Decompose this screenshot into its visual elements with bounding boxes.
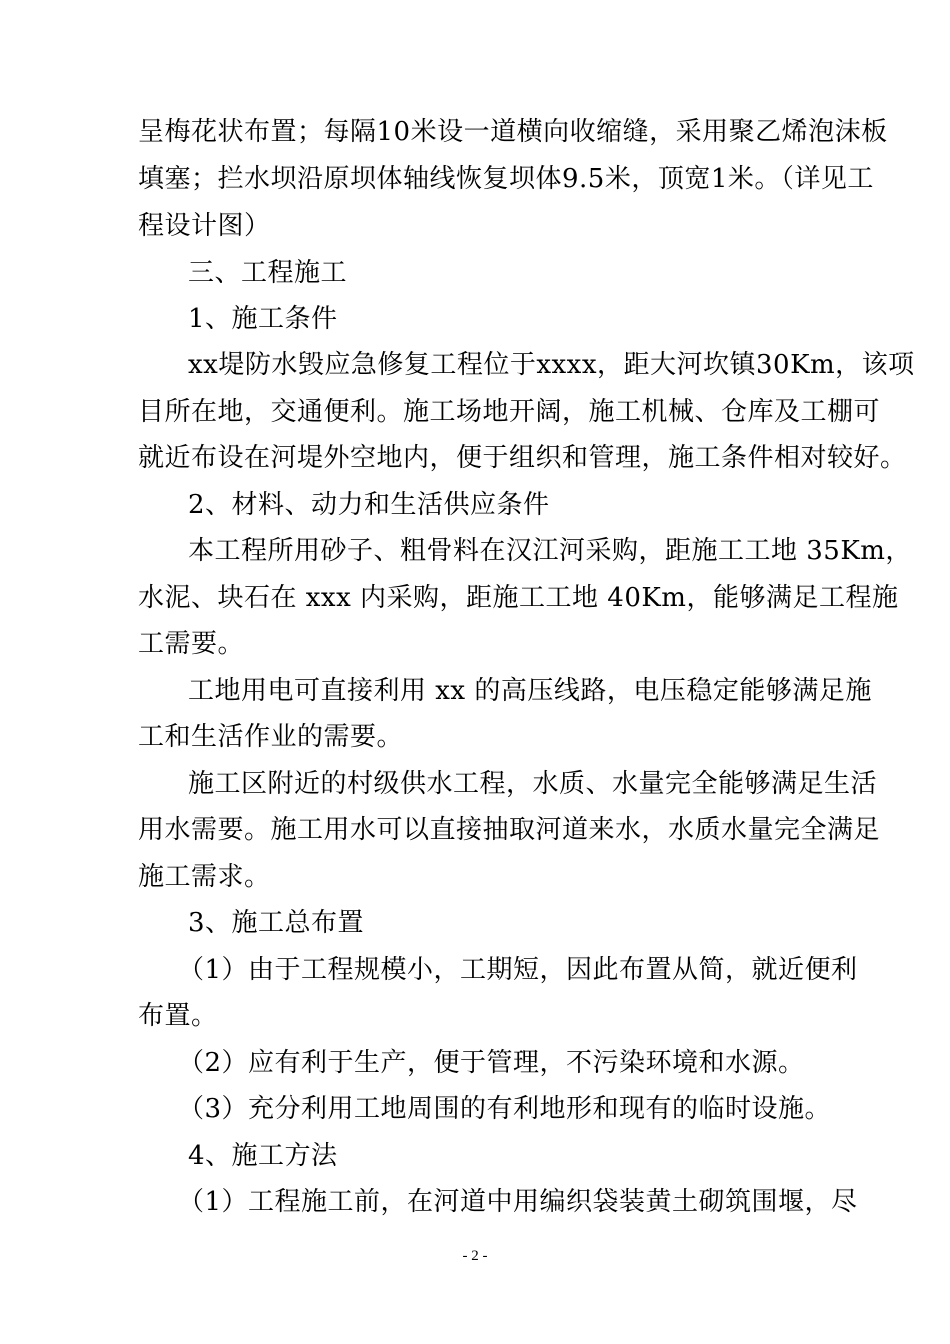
text-line: 施工区附近的村级供水工程，水质、水量完全能够满足生活 <box>188 769 878 799</box>
subsection-heading: 3、施工总布置 <box>188 908 365 938</box>
text-line: 工地用电可直接利用 xx 的高压线路，电压稳定能够满足施 <box>188 676 872 706</box>
text-line: xx堤防水毁应急修复工程位于xxxx，距大河坎镇30Km，该项 <box>188 350 915 380</box>
text-line: 填塞；拦水坝沿原坝体轴线恢复坝体9.5米，顶宽1米。（详见工 <box>138 164 874 194</box>
text-line: 目所在地，交通便利。施工场地开阔，施工机械、仓库及工棚可 <box>138 397 881 427</box>
subsection-heading: 1、施工条件 <box>188 304 338 334</box>
text-line: 工和生活作业的需要。 <box>138 722 404 752</box>
subsection-heading: 2、材料、动力和生活供应条件 <box>188 490 550 520</box>
text-line: （2）应有利于生产，便于管理，不污染环境和水源。 <box>178 1048 805 1078</box>
text-line: 施工需求。 <box>138 862 271 892</box>
page-number: - 2 - <box>462 1248 488 1264</box>
text-line: 本工程所用砂子、粗骨料在汉江河采购，距施工工地 35Km， <box>188 536 912 566</box>
text-line: 水泥、块石在 xxx 内采购，距施工工地 40Km，能够满足工程施 <box>138 583 899 613</box>
subsection-heading: 4、施工方法 <box>188 1141 338 1171</box>
text-line: 程设计图） <box>138 211 271 241</box>
section-heading: 三、工程施工 <box>188 258 348 288</box>
text-line: （1）由于工程规模小，工期短，因此布置从简，就近便利 <box>178 955 858 985</box>
text-line: 就近布设在河堤外空地内，便于组织和管理，施工条件相对较好。 <box>138 443 907 473</box>
text-line: （3）充分利用工地周围的有利地形和现有的临时设施。 <box>178 1094 832 1124</box>
text-line: 呈梅花状布置；每隔10米设一道横向收缩缝，采用聚乙烯泡沫板 <box>138 117 888 147</box>
text-line: （1）工程施工前，在河道中用编织袋装黄土砌筑围堰，尽 <box>178 1187 858 1217</box>
text-line: 用水需要。施工用水可以直接抽取河道来水，水质水量完全满足 <box>138 815 881 845</box>
text-line: 布置。 <box>138 1001 218 1031</box>
text-line: 工需要。 <box>138 629 245 659</box>
